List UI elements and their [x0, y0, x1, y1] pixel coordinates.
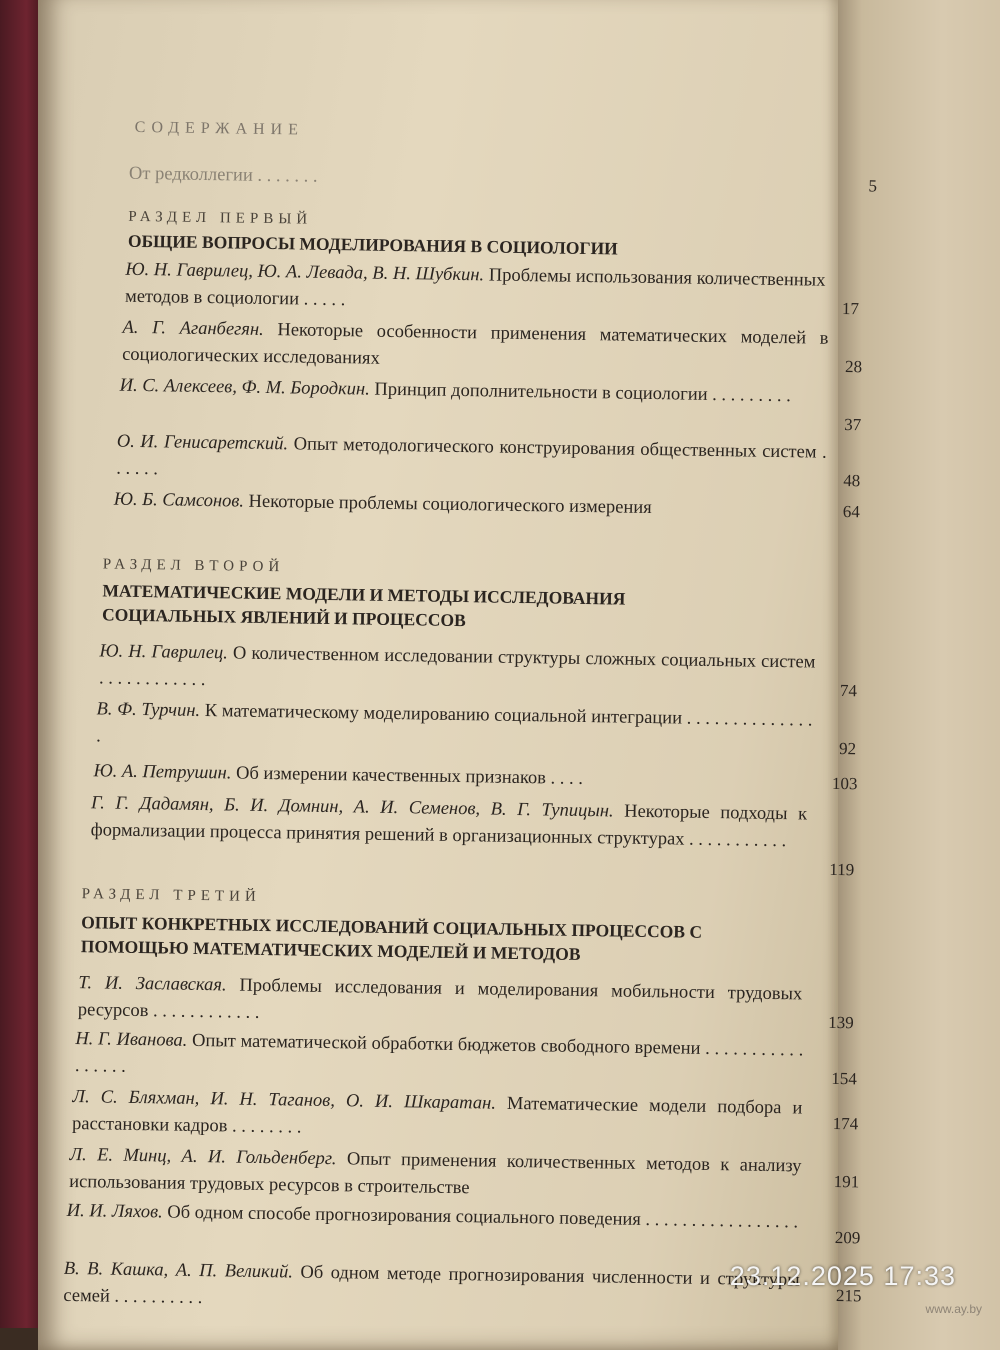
section-label: РАЗДЕЛ ТРЕТИЙ [81, 886, 261, 905]
page-number: 92 [838, 739, 857, 759]
toc-entry [122, 315, 863, 380]
toc-entry [71, 1084, 859, 1149]
section-title: ОПЫТ КОНКРЕТНЫХ ИССЛЕДОВАНИЙ СОЦИАЛЬНЫХ ПРОЦЕССОВ С ПОМОЩЬЮ МАТЕМАТИЧЕСКИХ МОДЕЛЕЙ И МЕТОДОВ [80, 912, 703, 964]
page-number: 37 [844, 415, 862, 435]
entry-text: Об одном методе прогнозирования численности и структуры семей . . . . . . . . . . [63, 1262, 800, 1309]
entry-author: Н. Г. Иванова. [75, 1029, 188, 1051]
entry-text: Об одном способе прогнозирования социального поведения . . . . . . . . . . . . . . . . . [167, 1202, 799, 1233]
entry-text: Опыт математической обработки бюджетов свободного времени . . . . . . . . . . . . . . . . . [74, 1030, 804, 1077]
photo-timestamp: 23.12.2025 17:33 [729, 1261, 956, 1291]
page-number: 103 [831, 773, 858, 794]
page-number: 139 [828, 1012, 854, 1033]
entry-author: Ю. Б. Самсонов. [113, 489, 245, 512]
entry-author: Г. Г. Дадамян, Б. И. Домнин, А. И. Семенов, В. Г. Тупицын. [90, 793, 614, 822]
entry-author: А. Г. Аганбегян. [122, 317, 264, 340]
toc-entry [124, 257, 860, 322]
entry-text: Некоторые подходы к формализации процесса принятия решений в организационных структурах . . . . . . . . . . . [90, 801, 808, 852]
entry-text: Математические модели подбора и расстановки кадров . . . . . . . . [71, 1093, 803, 1138]
entry-author: В. В. Кашка, А. П. Великий. [63, 1258, 294, 1283]
entry-text: Некоторые проблемы социологического измерения [248, 491, 652, 519]
page-number: 174 [832, 1113, 859, 1134]
entry-text: Опыт применения количественных методов к анализу использования трудовых ресурсов в строительстве [69, 1149, 802, 1199]
page-number: 209 [834, 1227, 861, 1248]
site-watermark: www.ay.by [925, 1302, 982, 1316]
page-number: 119 [829, 859, 855, 880]
entry-author: И. С. Алексеев, Ф. М. Бородкин. [119, 375, 370, 400]
section-label: РАЗДЕЛ ПЕРВЫЙ [128, 208, 313, 228]
entry-text: Проблемы исследования и моделирования мобильности трудовых ресурсов . . . . . . . . . . . . [77, 975, 803, 1023]
page-number: 28 [844, 357, 863, 377]
entry-text: Проблемы использования количественных методов в социологии . . . . . [124, 265, 826, 311]
toc-entry [116, 429, 861, 494]
entry-text: Принцип дополнительности в социологии . . . . . . . . . [374, 379, 792, 407]
entry-author: Л. С. Бляхман, И. Н. Таганов, О. И. Шкаратан. [72, 1087, 497, 1114]
page-number: 191 [833, 1171, 860, 1192]
entry-text: От редколлегии . . . . . . . [128, 163, 318, 187]
entry-text: О количественном исследовании структуры сложных социальных систем . . . . . . . . . . . . [98, 643, 816, 691]
toc-entry [74, 1026, 858, 1091]
entry-author: О. И. Генисаретский. [116, 431, 289, 455]
page-number: 64 [842, 502, 860, 522]
page-number: 215 [835, 1286, 862, 1306]
page-number: 74 [839, 681, 858, 701]
facing-page [822, 0, 1000, 1350]
toc-title: СОДЕРЖАНИЕ [134, 118, 305, 139]
entry-author: Ю. Н. Гаврилец. [99, 641, 229, 664]
entry-author: Л. Е. Минц, А. И. Гольденберг. [69, 1144, 337, 1170]
entry-text: К математическому моделированию социальной интеграции . . . . . . . . . . . . . . . [96, 701, 813, 747]
entry-author: Т. И. Заславская. [78, 973, 227, 996]
section-title: ОБЩИЕ ВОПРОСЫ МОДЕЛИРОВАНИЯ В СОЦИОЛОГИИ [127, 230, 618, 259]
section-label: РАЗДЕЛ ВТОРОЙ [102, 556, 285, 576]
page-number: 17 [841, 298, 860, 319]
entry-text: Об измерении качественных признаков . . . . [235, 763, 584, 789]
entry-author: Ю. А. Петрушин. [93, 761, 232, 784]
section-title: МАТЕМАТИЧЕСКИЕ МОДЕЛИ И МЕТОДЫ ИССЛЕДОВАНИЯ СОЦИАЛЬНЫХ ЯВЛЕНИЙ И ПРОЦЕССОВ [101, 580, 626, 631]
toc-entry [98, 638, 858, 703]
entry-text: Некоторые особенности применения математических моделей в социологических исследованиях [122, 320, 829, 369]
toc-entry [77, 970, 854, 1035]
entry-text: Опыт методологического конструирования общественных систем . . . . . . [116, 434, 827, 480]
entry-author: Ю. Н. Гаврилец, Ю. А. Левада, В. Н. Шубкин. [125, 259, 485, 286]
page-number: 154 [831, 1068, 858, 1089]
toc-entry [96, 696, 857, 761]
entry-author: И. И. Ляхов. [66, 1200, 163, 1223]
entry-author: В. Ф. Турчин. [96, 699, 201, 721]
toc-entry [90, 790, 855, 880]
toc-entry [69, 1142, 860, 1207]
page-number: 5 [868, 176, 878, 196]
page-number: 48 [843, 471, 861, 491]
